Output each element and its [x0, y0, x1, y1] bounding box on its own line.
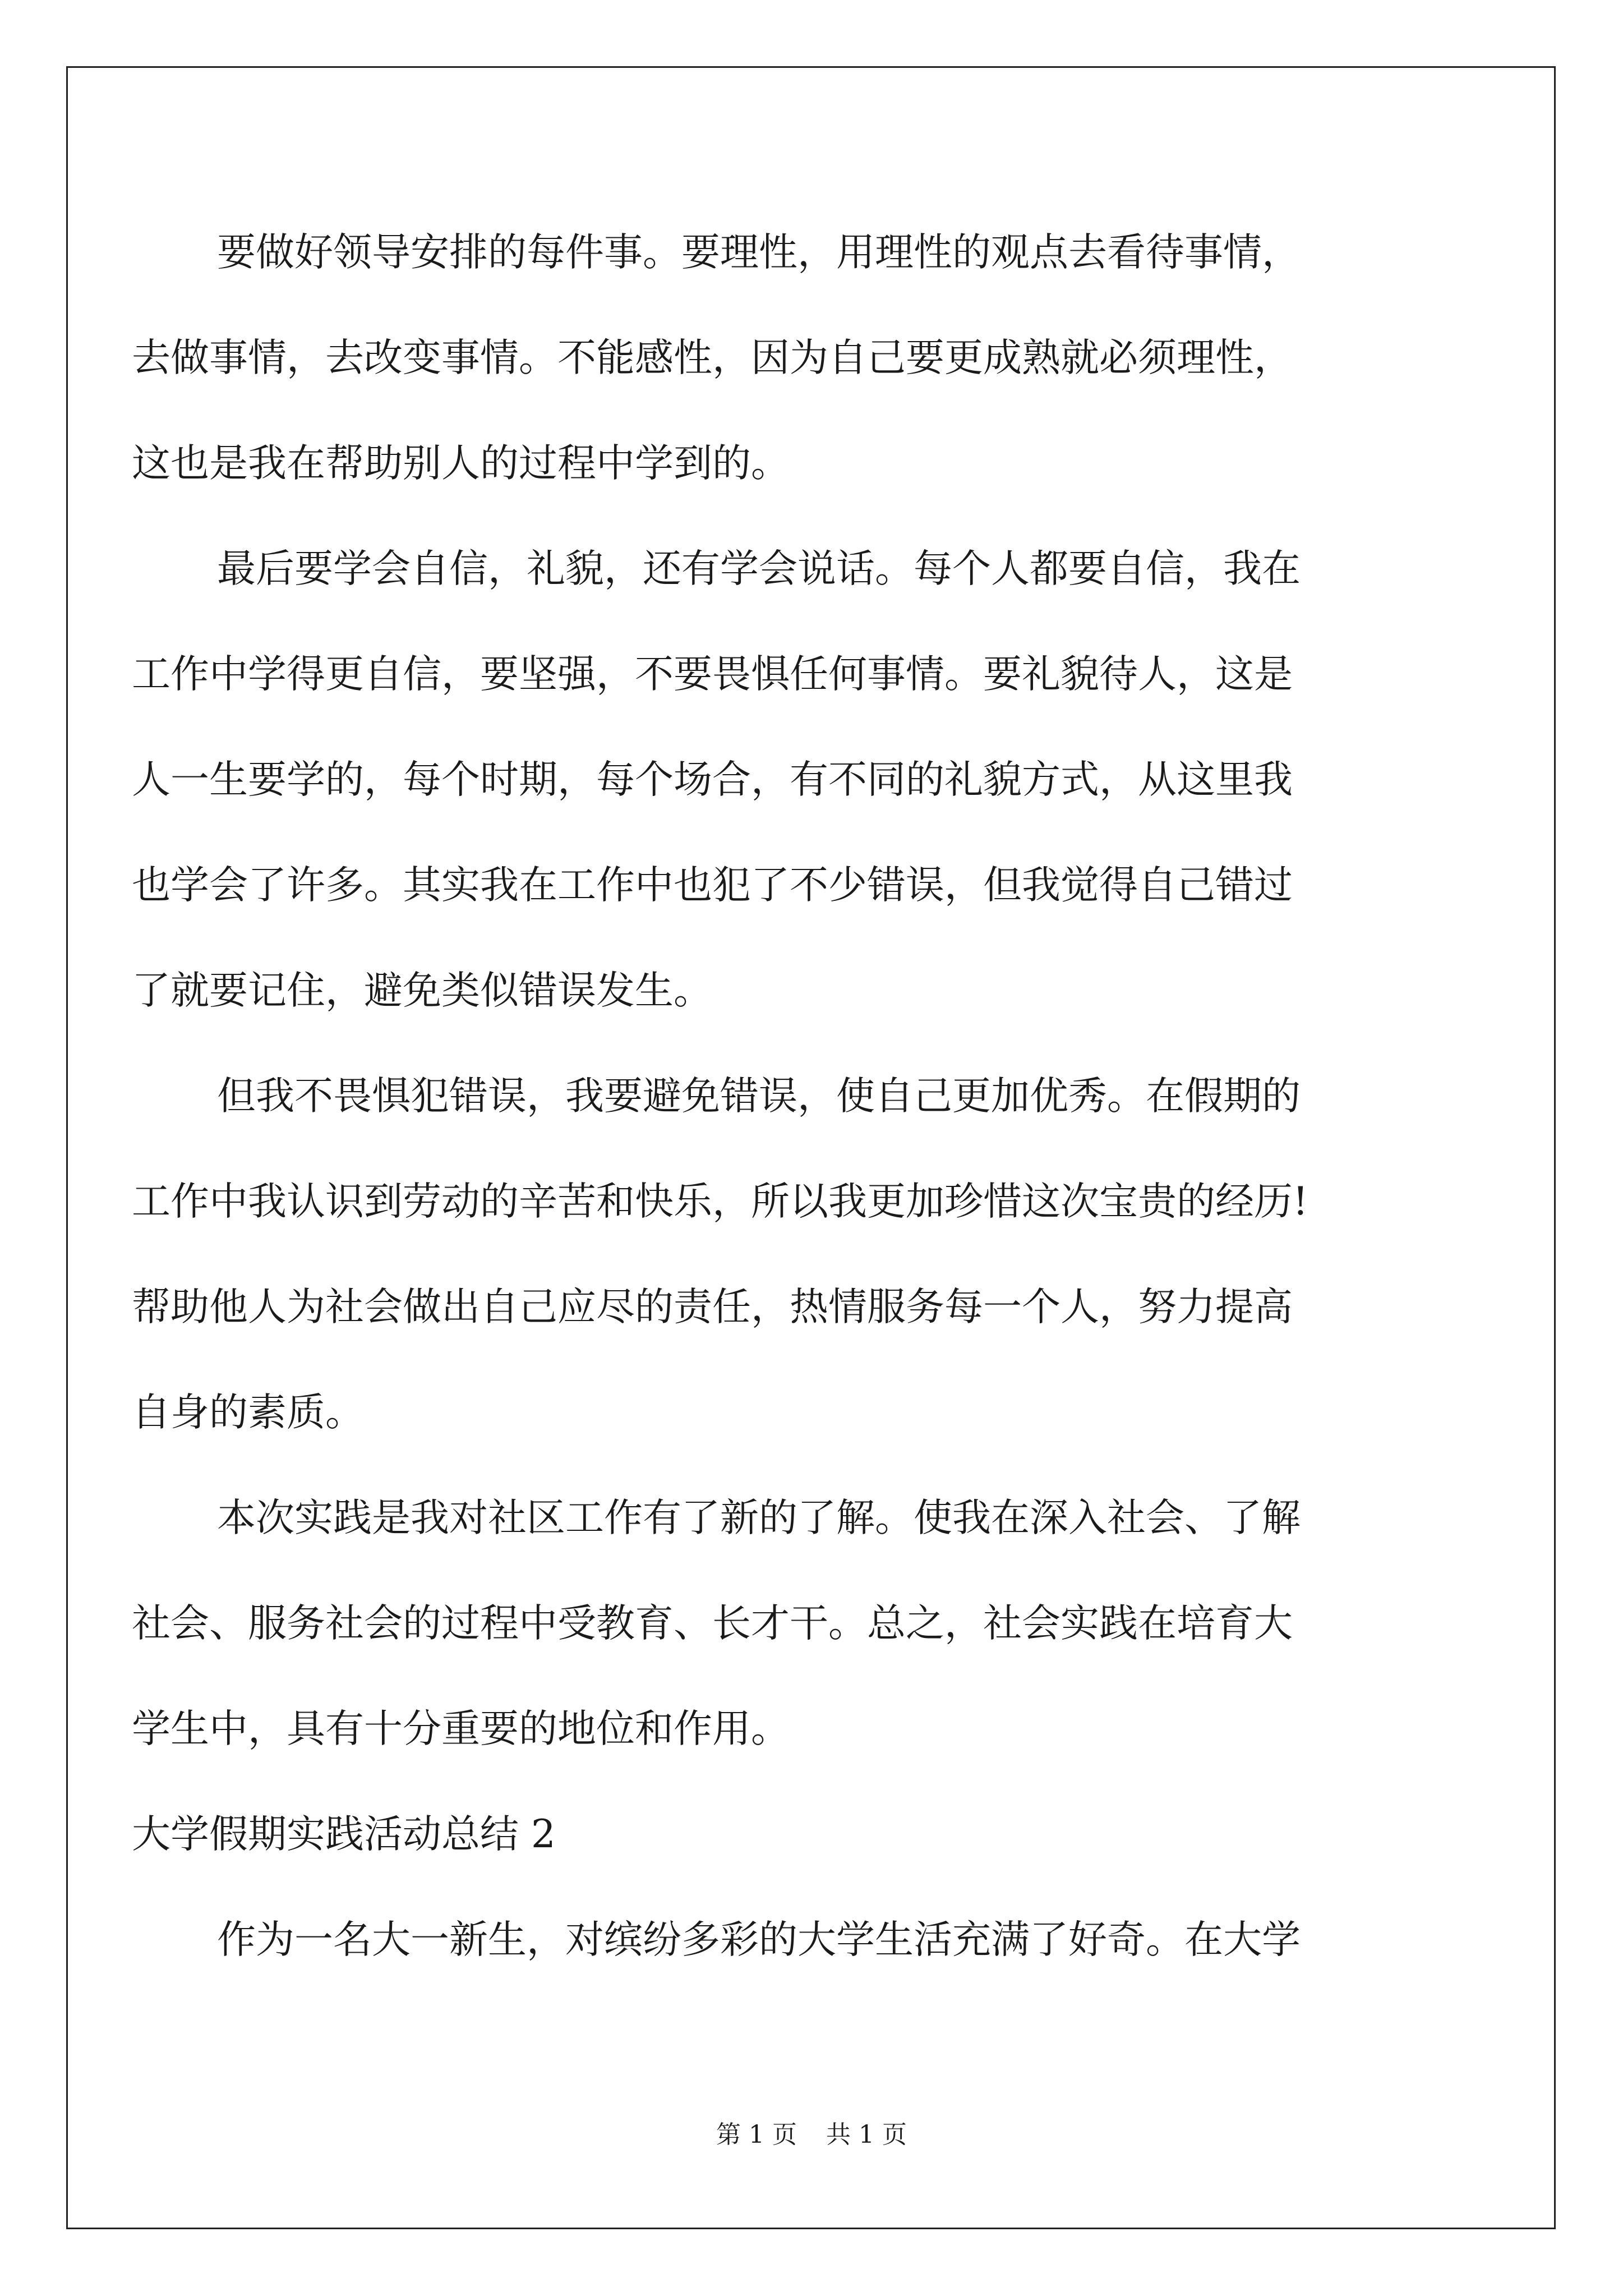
paragraph-2-line-3: 人一生要学的，每个时期，每个场合，有不同的礼貌方式，从这里我 [132, 757, 1293, 802]
paragraph-2-line-1: 最后要学会自信，礼貌，还有学会说话。每个人都要自信，我在 [217, 546, 1301, 591]
paragraph-4-line-2: 社会、服务社会的过程中受教育、长才干。总之，社会实践在培育大 [132, 1601, 1293, 1646]
paragraph-4-line-3: 学生中，具有十分重要的地位和作用。 [132, 1706, 790, 1751]
paragraph-2-line-4: 也学会了许多。其实我在工作中也犯了不少错误，但我觉得自己错过 [132, 863, 1293, 908]
paragraph-3-line-3: 帮助他人为社会做出自己应尽的责任，热情服务每一个人，努力提高 [132, 1285, 1293, 1329]
page-number: 第 1 页 [716, 2120, 797, 2149]
paragraph-1-line-3: 这也是我在帮助别人的过程中学到的。 [132, 441, 790, 486]
paragraph-5-line-1: 作为一名大一新生，对缤纷多彩的大学生活充满了好奇。在大学 [217, 1917, 1301, 1962]
page-footer [0, 2118, 1623, 2152]
paragraph-1-line-2: 去做事情，去改变事情。不能感性，因为自己要更成熟就必须理性， [132, 335, 1293, 380]
paragraph-3-line-2: 工作中我认识到劳动的辛苦和快乐，所以我更加珍惜这次宝贵的经历! [132, 1179, 1308, 1224]
paragraph-4-line-1: 本次实践是我对社区工作有了新的了解。使我在深入社会、了解 [217, 1496, 1301, 1540]
page-total: 共 1 页 [826, 2120, 907, 2149]
paragraph-2-line-2: 工作中学得更自信，要坚强，不要畏惧任何事情。要礼貌待人，这是 [132, 652, 1293, 697]
section-heading: 大学假期实践活动总结 2 [132, 1812, 556, 1857]
paragraph-3-line-1: 但我不畏惧犯错误，我要避免错误，使自己更加优秀。在假期的 [217, 1074, 1301, 1119]
paragraph-1-line-1: 要做好领导安排的每件事。要理性，用理性的观点去看待事情， [217, 230, 1301, 275]
paragraph-2-line-5: 了就要记住，避免类似错误发生。 [132, 968, 712, 1013]
paragraph-3-line-4: 自身的素质。 [132, 1390, 364, 1435]
